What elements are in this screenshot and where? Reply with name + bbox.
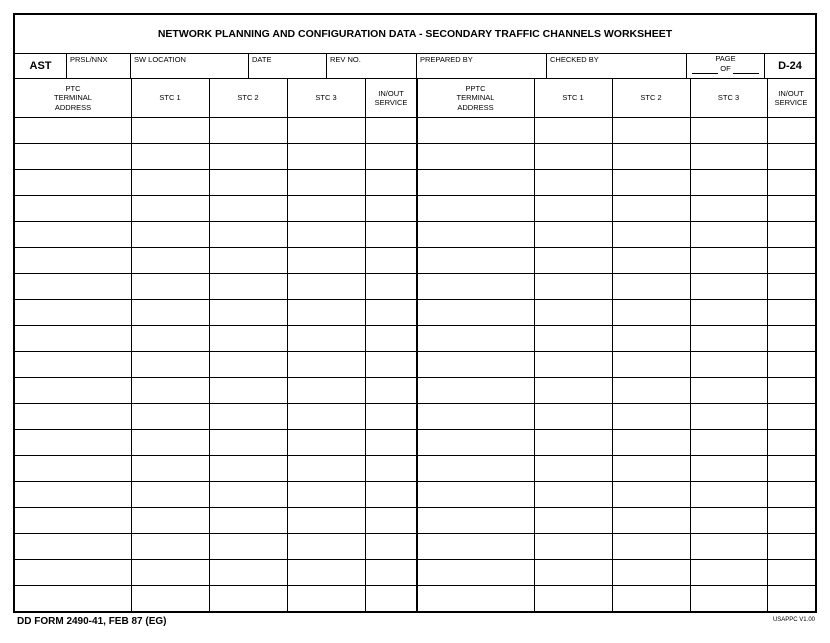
page-of-line: [692, 64, 759, 74]
table-row-divider: [15, 325, 815, 326]
table-row-divider: [15, 195, 815, 196]
col-left-in-out-service: IN/OUT SERVICE: [374, 88, 408, 107]
column-divider: [131, 78, 132, 611]
col-left-stc1: STC 1: [159, 93, 181, 103]
prepared-by-label: PREPARED BY: [417, 53, 547, 78]
table-row-divider: [15, 533, 815, 534]
prsl-nnx-label: PRSL/NNX: [67, 53, 131, 78]
date-label: DATE: [249, 53, 327, 78]
footer-form-number: DD FORM 2490-41, FEB 87 (EG): [17, 616, 167, 627]
table-row-divider: [15, 455, 815, 456]
page-field: [687, 53, 765, 78]
table-row-divider: [15, 377, 815, 378]
col-right-in-out-service: IN/OUT SERVICE: [774, 88, 808, 107]
column-divider: [534, 78, 535, 611]
table-row-divider: [15, 559, 815, 560]
table-row-divider: [15, 221, 815, 222]
table-row-divider: [15, 143, 815, 144]
table-row-divider: [15, 351, 815, 352]
table-row-divider: [15, 273, 815, 274]
column-header-divider: [15, 117, 815, 118]
column-divider: [767, 78, 768, 611]
table-row-divider: [15, 247, 815, 248]
table-row-divider: [15, 507, 815, 508]
of-label: OF: [720, 64, 731, 73]
col-right-stc2: STC 2: [640, 93, 662, 103]
worksheet-form: [13, 13, 817, 613]
rev-no-label: REV NO.: [327, 53, 417, 78]
page-total-blank[interactable]: [733, 65, 759, 74]
footer-version: USAPPC V1.00: [772, 617, 815, 623]
col-right-stc3: STC 3: [717, 93, 740, 103]
checked-by-label: CHECKED BY: [547, 53, 687, 78]
column-divider: [287, 78, 288, 611]
ast-label: AST: [15, 53, 67, 78]
column-divider: [365, 78, 366, 611]
column-divider: [209, 78, 210, 611]
column-divider: [612, 78, 613, 611]
col-pptc-terminal-address: PPTC TERMINAL ADDRESS: [456, 83, 495, 112]
col-left-stc3: STC 3: [315, 93, 337, 103]
col-left-stc2: STC 2: [237, 93, 259, 103]
page-number-blank[interactable]: [692, 65, 718, 74]
table-row-divider: [15, 403, 815, 404]
form-code: D-24: [778, 59, 802, 72]
form-title: NETWORK PLANNING AND CONFIGURATION DATA - SECONDARY TRAFFIC CHANNELS WORKSHEET: [15, 15, 815, 54]
table-row-divider: [15, 585, 815, 586]
sw-location-label: SW LOCATION: [131, 53, 249, 78]
table-row-divider: [15, 429, 815, 430]
col-right-stc1: STC 1: [562, 93, 584, 103]
col-ptc-terminal-address: PTC TERMINAL ADDRESS: [54, 83, 92, 112]
column-divider: [690, 78, 691, 611]
page-label: PAGE: [715, 54, 736, 63]
table-row-divider: [15, 481, 815, 482]
section-divider: [416, 78, 418, 611]
table-row-divider: [15, 169, 815, 170]
table-row-divider: [15, 299, 815, 300]
